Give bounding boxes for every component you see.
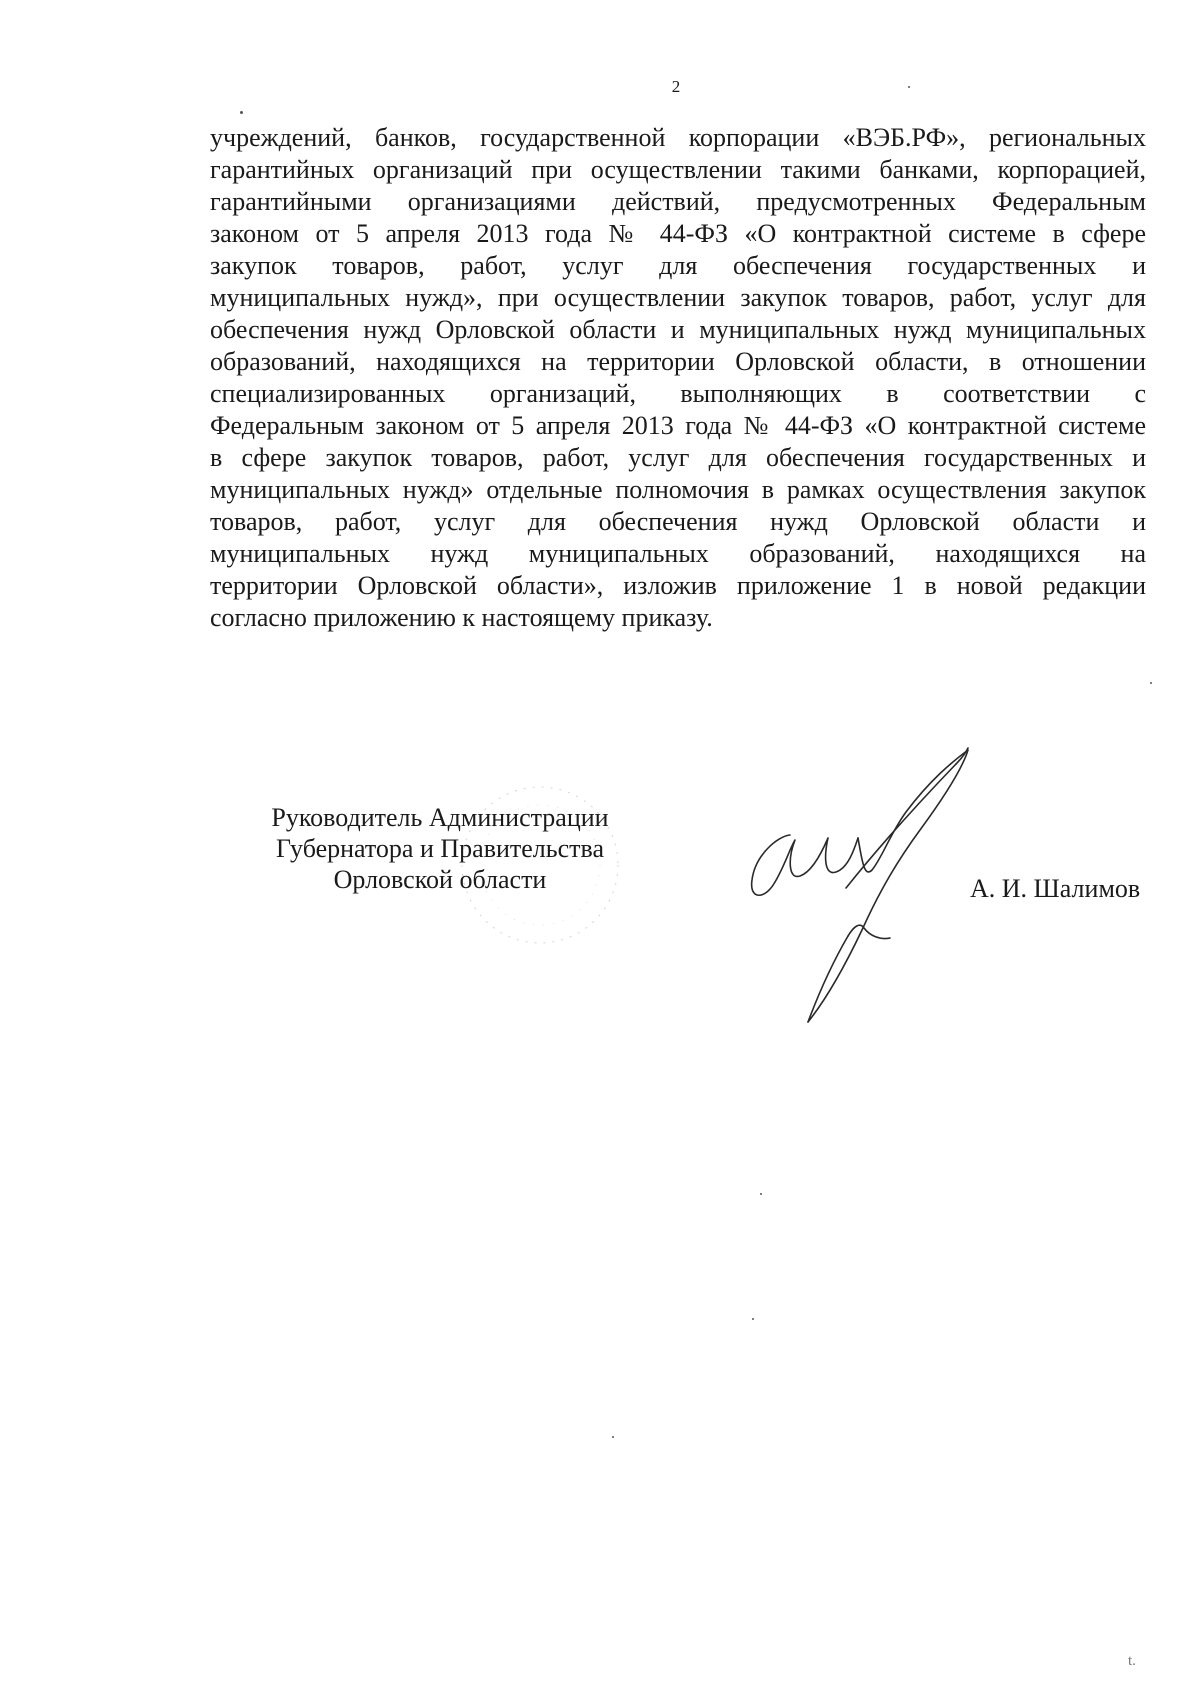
body-line: закупок товаров, работ, услуг для обеспечения государственных и bbox=[210, 251, 1146, 280]
body-line: гарантийными организациями действий, предусмотренных Федеральным bbox=[210, 187, 1146, 216]
body-line: муниципальных нужд муниципальных образований, находящихся на bbox=[210, 539, 1146, 568]
body-line: учреждений, банков, государственной корпорации «ВЭБ.РФ», региональных bbox=[210, 123, 1146, 152]
body-line: образований, находящихся на территории Орловской области, в отношении bbox=[210, 347, 1146, 376]
signatory-title-line: Орловской области bbox=[333, 865, 547, 894]
signatory-title bbox=[240, 802, 640, 895]
scan-speck bbox=[760, 1193, 762, 1195]
scan-speck bbox=[752, 1318, 754, 1320]
body-line: территории Орловской области», изложив приложение 1 в новой редакции bbox=[210, 571, 1146, 600]
body-line: товаров, работ, услуг для обеспечения нужд Орловской области и bbox=[210, 507, 1146, 536]
body-line: гарантийных организаций при осуществлении такими банками, корпорацией, bbox=[210, 155, 1146, 184]
body-line: в сфере закупок товаров, работ, услуг для обеспечения государственных и bbox=[210, 443, 1146, 472]
handwritten-signature bbox=[730, 740, 1010, 1030]
body-line: муниципальных нужд» отдельные полномочия в рамках осуществления закупок bbox=[210, 475, 1146, 504]
body-line: согласно приложению к настоящему приказу. bbox=[210, 603, 713, 632]
body-line: специализированных организаций, выполняющих в соответствии с bbox=[210, 379, 1146, 408]
body-paragraph bbox=[210, 122, 1146, 634]
scan-speck bbox=[1150, 682, 1152, 684]
body-line: муниципальных нужд», при осуществлении закупок товаров, работ, услуг для bbox=[210, 283, 1146, 312]
scan-speck bbox=[240, 111, 243, 114]
scan-speck bbox=[908, 86, 910, 88]
signer-name: А. И. Шалимов bbox=[970, 874, 1141, 903]
page-number: 2 bbox=[671, 77, 681, 96]
signatory-title-line: Руководитель Администрации bbox=[271, 803, 609, 832]
signatory-title-line: Губернатора и Правительства bbox=[276, 834, 604, 863]
body-line: обеспечения нужд Орловской области и муниципальных нужд муниципальных bbox=[210, 315, 1146, 344]
body-line: Федеральным законом от 5 апреля 2013 года № 44-ФЗ «О контрактной системе bbox=[210, 411, 1146, 440]
scan-speck bbox=[612, 1436, 614, 1438]
body-line: законом от 5 апреля 2013 года № 44-ФЗ «О контрактной системе в сфере bbox=[210, 219, 1146, 248]
corner-mark: t. bbox=[1128, 1653, 1136, 1669]
